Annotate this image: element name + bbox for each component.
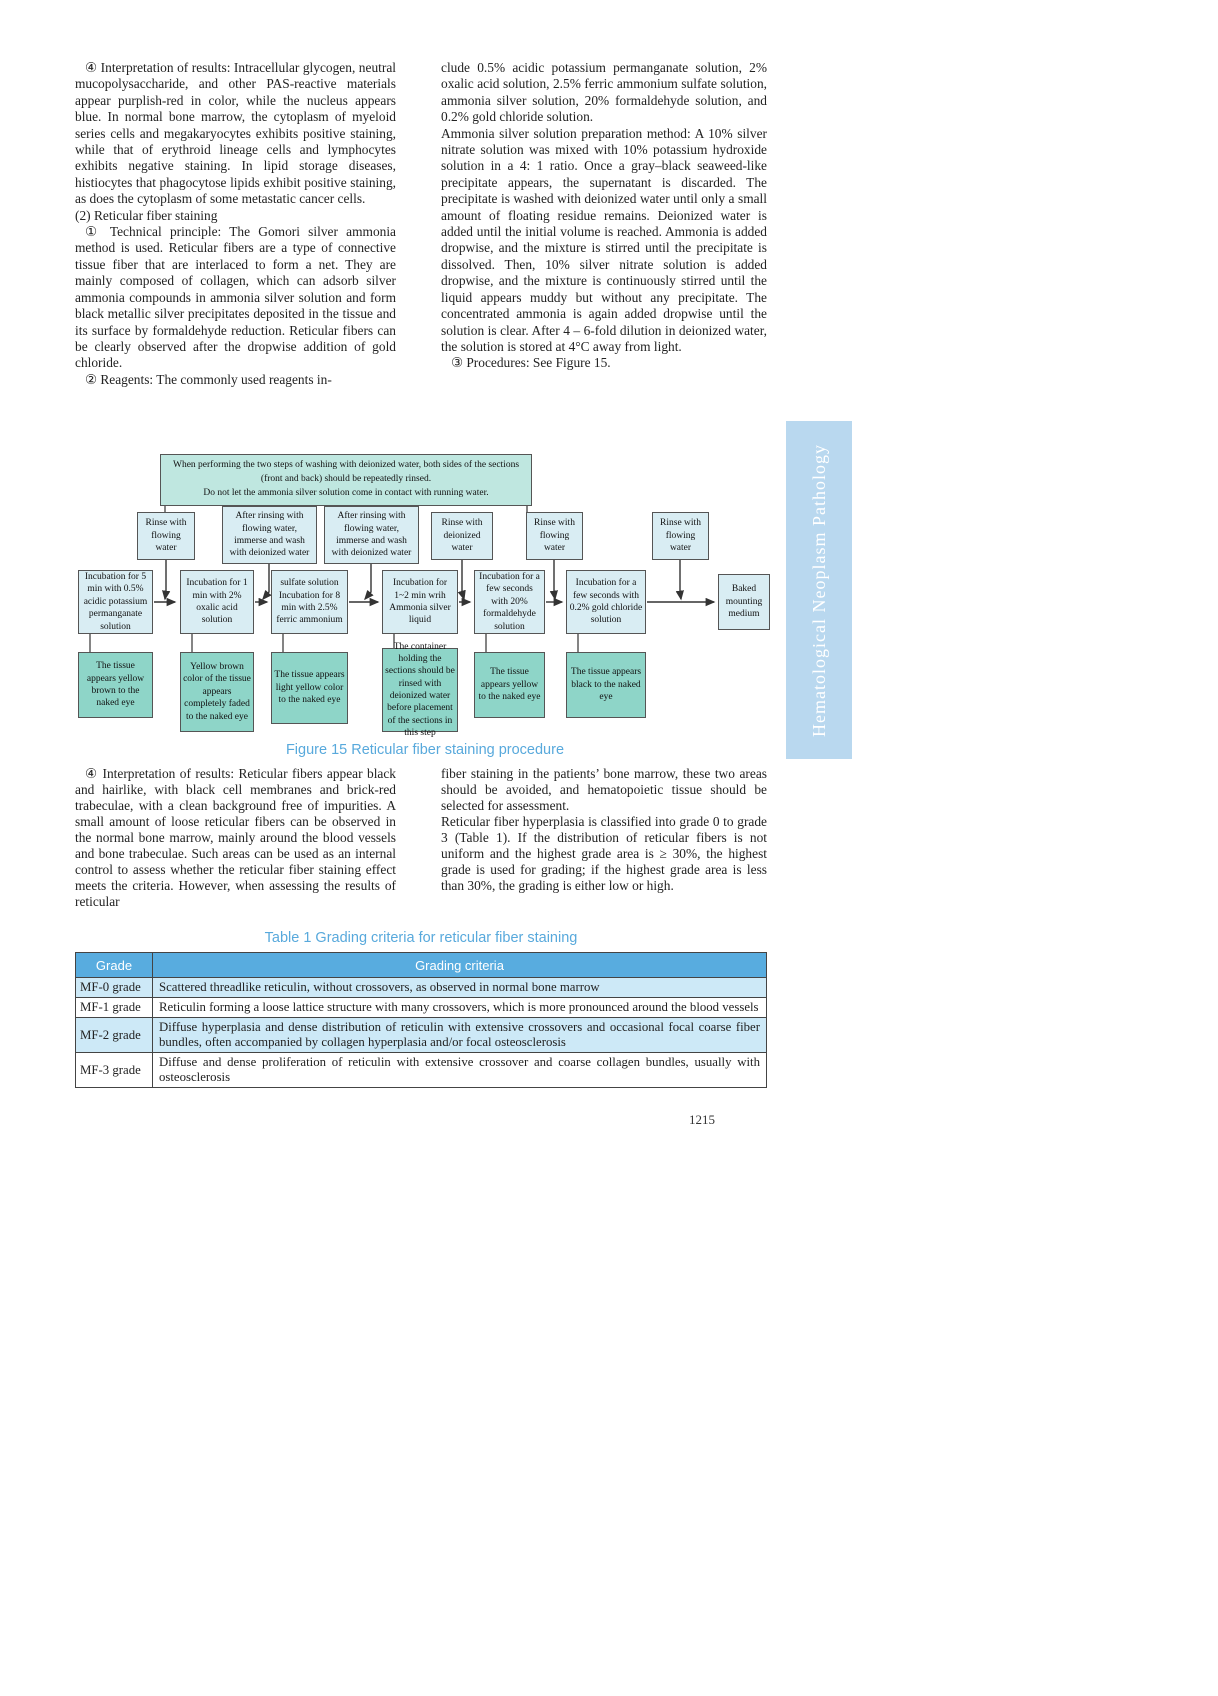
result-box: The tissue appears black to the naked eye <box>566 652 646 718</box>
table-row <box>76 1018 767 1053</box>
bottom-right-column <box>441 766 767 894</box>
table-caption: Table 1 Grading criteria for reticular fiber staining <box>264 930 578 946</box>
rinse-step-box: After rinsing with flowing water, immerse and wash with deionized water <box>324 506 419 564</box>
paragraph: ④ Interpretation of results: Intracellular glycogen, neutral mucopolysaccharide, and other PAS-reactive materials appear purplish-red in color, while the nucleus appears blue. In normal bone marrow, the cytoplasm of myeloid series cells and megakaryocytes exhibits positive staining, while that of erythroid lineage cells and lymphocytes exhibits negative staining. In lipid storage diseases, histiocytes that phagocytose lipids exhibit positive staining, as does the cytoplasm of some metastatic cancer cells. <box>75 60 396 207</box>
process-step-box: Incubation for 5 min with 0.5% acidic potassium permanganate solution <box>78 570 153 634</box>
table-row <box>76 998 767 1018</box>
table-header-row <box>76 953 767 978</box>
rinse-step-box: After rinsing with flowing water, immerse and wash with deionized water <box>222 506 317 564</box>
paragraph: ④ Interpretation of results: Reticular fibers appear black and hairlike, with black cell membranes and brick-red trabeculae, with a clean background free of impurities. A small amount of loose reticular fibers can be observed in the normal bone marrow, mainly around the blood vessels and bone trabeculae. Such areas can be used as an internal control to assess whether the reticular fiber staining effect meets the criteria. However, when assessing the results of reticular <box>75 766 396 909</box>
table-header-criteria: Grading criteria <box>153 953 767 978</box>
criteria-cell: Scattered threadlike reticulin, without crossovers, as observed in normal bone marrow <box>153 978 767 998</box>
table-row <box>76 1053 767 1088</box>
rinse-step-box: Rinse with flowing water <box>526 512 583 560</box>
process-step-box: Incubation for a few seconds with 20% formaldehyde solution <box>474 570 545 634</box>
result-box: The container holding the sections should be rinsed with deionized water before placement of the sections in this step <box>382 648 458 732</box>
result-box: The tissue appears light yellow color to the naked eye <box>271 652 348 724</box>
paragraph: ① Technical principle: The Gomori silver ammonia method is used. Reticular fibers are a type of connective tissue fiber that are interlaced to form a net. They are mainly composed of collagen, which can adsorb silver ammonia compounds in ammonia silver solution and form black metallic silver precipitates deposited in the tissue and its surface by formaldehyde reduction. Reticular fibers can be clearly observed after the dropwise addition of gold chloride. <box>75 224 396 371</box>
chapter-side-tab <box>786 421 852 759</box>
grade-cell: MF-0 grade <box>76 978 153 998</box>
table-row <box>76 978 767 998</box>
result-box: The tissue appears yellow brown to the naked eye <box>78 652 153 718</box>
table-header-grade: Grade <box>76 953 153 978</box>
result-box: Yellow brown color of the tissue appears completely faded to the naked eye <box>180 652 254 732</box>
paragraph: clude 0.5% acidic potassium permanganate solution, 2% oxalic acid solution, 2.5% ferric ammonium sulfate solution, ammonia silver solution, 20% formaldehyde solution, and 0.2% gold chloride solution. <box>441 60 767 125</box>
figure-15-flowchart <box>75 452 775 744</box>
chapter-side-tab-label: Hematological Neoplasm Pathology <box>808 443 829 737</box>
bottom-left-column <box>75 766 396 910</box>
process-step-box: sulfate solution Incubation for 8 min with 2.5% ferric ammonium <box>271 570 348 634</box>
rinse-step-box: Rinse with flowing water <box>137 512 195 560</box>
paragraph: (2) Reticular fiber staining <box>75 207 218 223</box>
rinse-step-box: Rinse with deionized water <box>431 512 493 560</box>
grade-cell: MF-2 grade <box>76 1018 153 1053</box>
paragraph: ② Reagents: The commonly used reagents in- <box>85 371 332 387</box>
figure-caption: Figure 15 Reticular fiber staining procedure <box>285 742 565 758</box>
paragraph: Reticular fiber hyperplasia is classified into grade 0 to grade 3 (Table 1). If the distribution of reticular fibers is not uniform and the highest grade area is ≥ 30%, the highest grade is used for grading; if the highest grade area is less than 30%, the grading is either low or high. <box>441 814 767 893</box>
banner-line: When performing the two steps of washing with deionized water, both sides of the sections <box>172 460 520 471</box>
process-step-box: Incubation for 1 min with 2% oxalic acid solution <box>180 570 254 634</box>
top-right-column <box>441 60 767 372</box>
rinse-step-box: Rinse with flowing water <box>652 512 709 560</box>
paragraph: fiber staining in the patients’ bone marrow, these two areas should be avoided, and hematopoietic tissue should be selected for assessment. <box>441 766 767 813</box>
criteria-cell: Diffuse hyperplasia and dense distribution of reticulin with extensive crossovers and occasional focal coarse fiber bundles, often accompanied by collagen hyperplasia and/or focal osteosclerosis <box>153 1018 767 1053</box>
banner-line: Do not let the ammonia silver solution come in contact with running water. <box>203 487 489 498</box>
grade-cell: MF-1 grade <box>76 998 153 1018</box>
criteria-cell: Diffuse and dense proliferation of reticulin with extensive crossover and coarse collagen bundles, usually with osteosclerosis <box>153 1053 767 1088</box>
top-left-column <box>75 60 396 388</box>
process-step-box: Baked mounting medium <box>718 574 770 630</box>
banner-line: (front and back) should be repeatedly rinsed. <box>260 474 432 485</box>
paragraph: Ammonia silver solution preparation method: A 10% silver nitrate solution was mixed with 10% potassium hydroxide solution in a 4: 1 ratio. Once a gray–black seaweed-like precipitate appears, the supernatant is discarded. The precipitate is washed with deionized water until only a small amount of floating residue remains. Deionized water is added until the initial volume is reached. Ammonia is added dropwise, and the mixture is stirred until the precipitate is dissolved. Then, 10% silver nitrate solution is added dropwise, and the mixture is continuously stirred until the liquid appears muddy but without any precipitate. The concentrated ammonia is again added dropwise until the solution is clear. After 4 – 6-fold dilution in deionized water, the solution is stored at 4°C away from light. <box>441 125 767 354</box>
process-step-box: Incubation for 1~2 min wrih Ammonia silver liquid <box>382 570 458 634</box>
result-box: The tissue appears yellow to the naked eye <box>474 652 545 718</box>
process-step-box: Incubation for a few seconds with 0.2% gold chloride solution <box>566 570 646 634</box>
grade-cell: MF-3 grade <box>76 1053 153 1088</box>
page-number: 1215 <box>689 1112 715 1127</box>
criteria-cell: Reticulin forming a loose lattice structure with many crossovers, which is more pronounced around the blood vessels <box>153 998 767 1018</box>
flowchart-note-banner <box>160 454 532 506</box>
grading-table <box>75 952 767 1088</box>
paragraph: ③ Procedures: See Figure 15. <box>451 355 611 371</box>
